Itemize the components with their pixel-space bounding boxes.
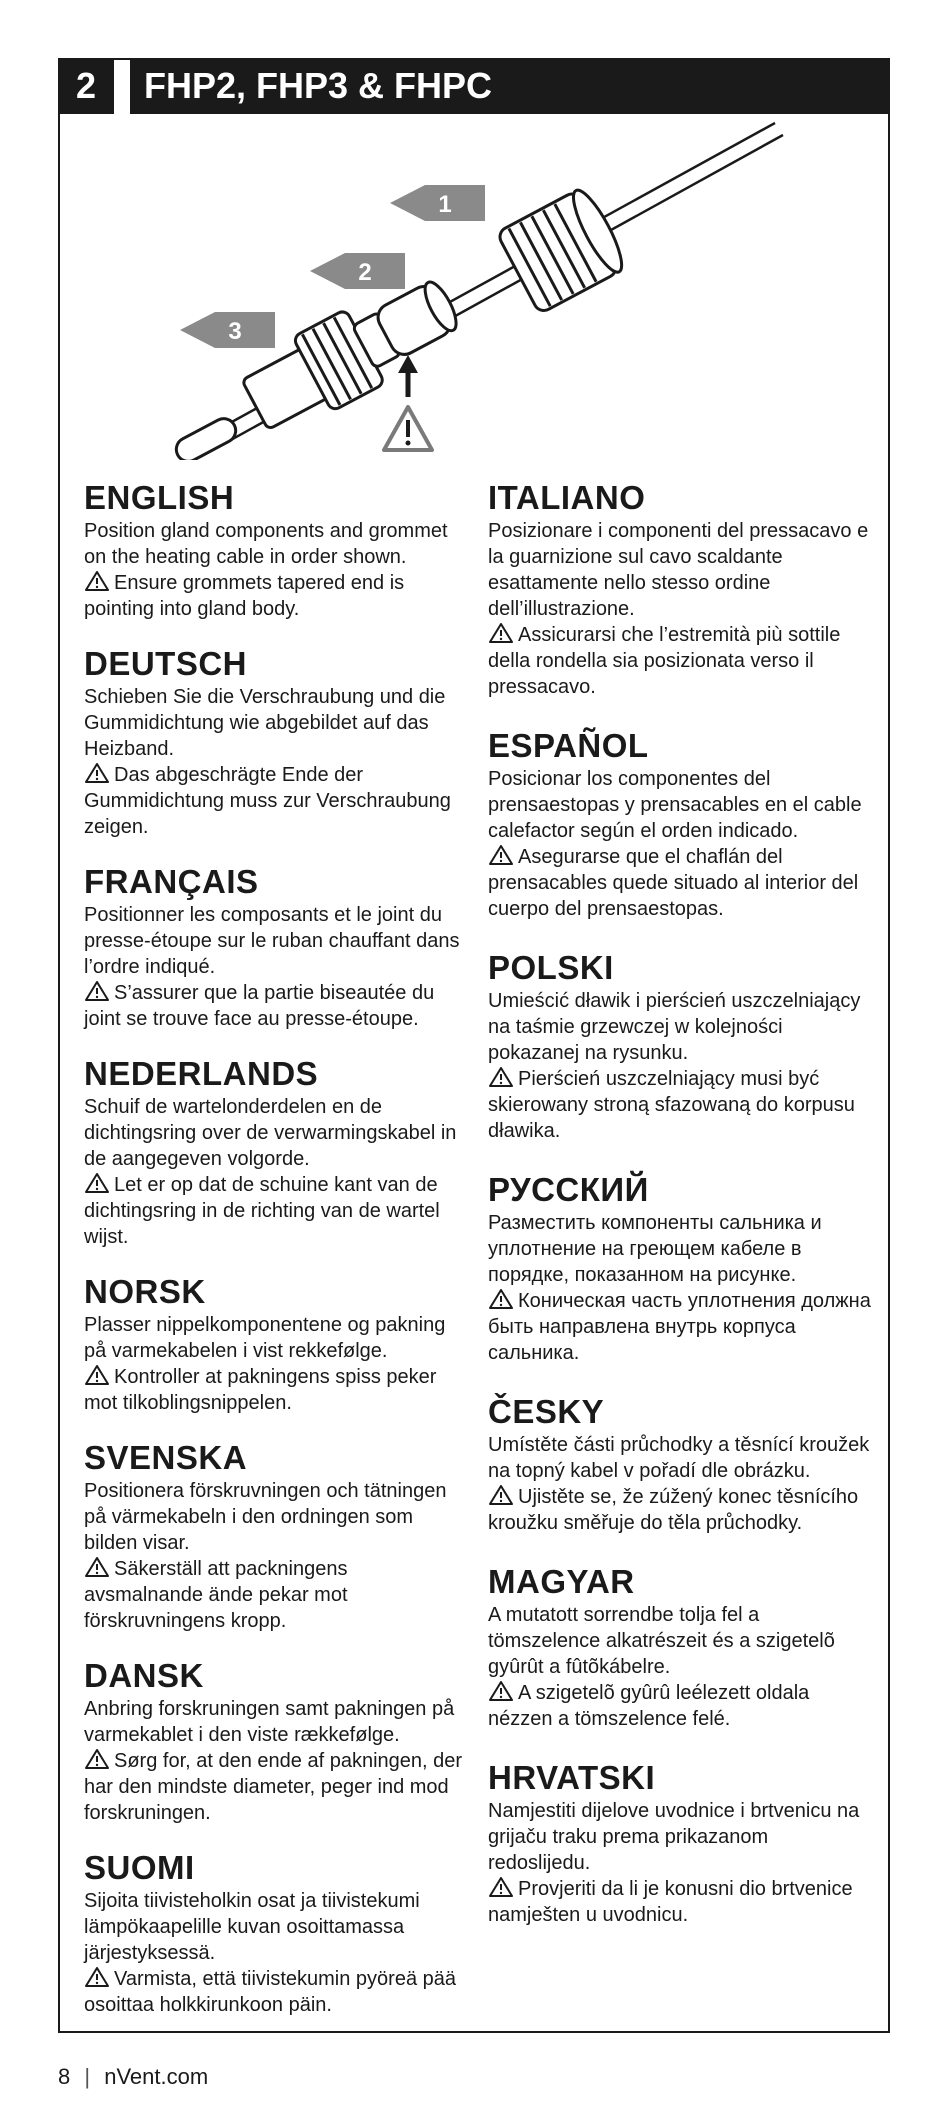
warning-icon — [488, 622, 514, 644]
section-russkiy — [488, 1170, 873, 1366]
step-1-label: 1 — [438, 191, 452, 218]
language-heading: MAGYAR — [488, 1563, 635, 1600]
warning-icon — [488, 1484, 514, 1506]
step-2-label: 2 — [358, 259, 372, 286]
instruction-text: Umístěte části průchodky a těsnící kroužek na topný kabel v pořadí dle obrázku. — [488, 1434, 870, 1482]
warning-note — [84, 1966, 469, 2018]
warning-icon — [84, 762, 110, 784]
language-heading: SUOMI — [84, 1849, 195, 1886]
section-number: 2 — [58, 58, 114, 114]
language-heading: ITALIANO — [488, 479, 646, 516]
warning-note — [488, 622, 873, 700]
instruction-text: A mutatott sorrendbe tolja fel a tömszelence alkatrészeit és a szigetelõ gyûrût a fûtõkábelre. — [488, 1604, 835, 1678]
section-norsk — [84, 1272, 469, 1416]
gland-assembly-illustration — [160, 115, 800, 460]
warning-note — [84, 980, 469, 1032]
right-column — [488, 478, 873, 1928]
cap-nut — [496, 185, 629, 314]
section-dansk — [84, 1656, 469, 1826]
warning-note — [84, 1172, 469, 1250]
step-arrow-3 — [180, 312, 275, 348]
warning-icon — [84, 1966, 110, 1988]
warning-text: Sørg for, at den ende af pakningen, der har den mindste diameter, peger ind mod forskruningen. — [84, 1750, 463, 1824]
warning-icon — [84, 1172, 110, 1194]
warning-note — [84, 762, 469, 840]
instruction-text: Umieścić dławik i pierścień uszczelniający na taśmie grzewczej w kolejności pokazanej na rysunku. — [488, 990, 861, 1064]
warning-text: Asegurarse que el chaflán del prensacables quede situado al interior del cuerpo del prensaestopas. — [488, 846, 859, 920]
warning-icon — [384, 407, 432, 450]
warning-text: A szigetelõ gyûrû leélezett oldala nézzen a tömszelence felé. — [488, 1682, 810, 1730]
language-heading: DANSK — [84, 1657, 204, 1694]
instruction-text: Plasser nippelkomponentene og pakning på varmekabelen i vist rekkefølge. — [84, 1314, 446, 1362]
language-heading: DEUTSCH — [84, 645, 248, 682]
section-nederlands — [84, 1054, 469, 1250]
warning-text: Ensure grommets tapered end is pointing into gland body. — [84, 572, 405, 620]
instruction-text: Posicionar los componentes del prensaestopas y prensacables en el cable calefactor según el orden indicado. — [488, 768, 862, 842]
warning-note — [84, 1364, 469, 1416]
language-heading: NEDERLANDS — [84, 1055, 319, 1092]
section-english — [84, 478, 469, 622]
section-polski — [488, 948, 873, 1144]
warning-icon — [84, 570, 110, 592]
instruction-text: Positionner les composants et le joint du presse-étoupe sur le ruban chauffant dans l’ordre indiqué. — [84, 904, 460, 978]
instruction-text: Schuif de wartelonderdelen en de dichtingsring over de verwarmingskabel in de aangegeven volgorde. — [84, 1096, 457, 1170]
left-column — [84, 478, 469, 2018]
warning-icon — [488, 1876, 514, 1898]
section-title: FHP2, FHP3 & FHPC — [130, 58, 890, 114]
section-francais — [84, 862, 469, 1032]
warning-icon — [488, 1288, 514, 1310]
language-heading: ČESKY — [488, 1393, 605, 1430]
instruction-text: Sijoita tiivisteholkin osat ja tiivistekumi lämpökaapelille kuvan osoittamassa järjestyksessä. — [84, 1890, 420, 1964]
warning-text: Коническая часть уплотнения должна быть направлена внутрь корпуса сальника. — [488, 1290, 871, 1364]
warning-text: Pierścień uszczelniający musi być skierowany stroną sfazowaną do korpusu dławika. — [488, 1068, 855, 1142]
language-heading: РУССКИЙ — [488, 1171, 649, 1208]
language-heading: FRANÇAIS — [84, 863, 259, 900]
step-arrow-2 — [310, 253, 405, 289]
warning-text: Kontroller at pakningens spiss peker mot tilkoblingsnippelen. — [84, 1366, 437, 1414]
language-heading: HRVATSKI — [488, 1759, 656, 1796]
section-suomi — [84, 1848, 469, 2018]
warning-icon — [488, 1680, 514, 1702]
warning-icon — [84, 1556, 110, 1578]
section-italiano — [488, 478, 873, 700]
up-arrow-icon — [398, 355, 418, 397]
section-svenska — [84, 1438, 469, 1634]
warning-text: S’assurer que la partie biseautée du joint se trouve face au presse-étoupe. — [84, 982, 435, 1030]
language-heading: POLSKI — [488, 949, 614, 986]
instruction-text: Positionera förskruvningen och tätningen på värmekabeln i den ordningen som bilden visar. — [84, 1480, 447, 1554]
instruction-text: Schieben Sie die Verschraubung und die Gummidichtung wie abgebildet auf das Heizband. — [84, 686, 446, 760]
page-footer — [58, 2064, 208, 2090]
warning-note — [488, 1288, 873, 1366]
warning-icon — [488, 1066, 514, 1088]
warning-text: Säkerställ att packningens avsmalnande ände pekar mot förskruvningens kropp. — [84, 1558, 348, 1632]
warning-note — [84, 1748, 469, 1826]
section-header — [58, 58, 890, 114]
instruction-text: Разместить компоненты сальника и уплотнение на греющем кабеле в порядке, показанном на рисунке. — [488, 1212, 822, 1286]
warning-note — [488, 1484, 873, 1536]
section-hrvatski — [488, 1758, 873, 1928]
instruction-text: Posizionare i componenti del pressacavo e la guarnizione sul cavo scaldante esattamente nello stesso ordine dell’illustrazione. — [488, 520, 869, 620]
footer-separator: | — [84, 2064, 91, 2089]
page-number: 8 — [58, 2064, 71, 2089]
warning-note — [488, 1876, 873, 1928]
warning-text: Assicurarsi che l’estremità più sottile della rondella sia posizionata verso il pressacavo. — [488, 624, 841, 698]
warning-note — [488, 844, 873, 922]
warning-note — [488, 1066, 873, 1144]
language-heading: NORSK — [84, 1273, 206, 1310]
section-deutsch — [84, 644, 469, 840]
warning-icon — [488, 844, 514, 866]
section-magyar — [488, 1562, 873, 1732]
warning-icon — [84, 1748, 110, 1770]
warning-text: Ujistěte se, že zúžený konec těsnícího kroužku směřuje do těla průchodky. — [488, 1486, 859, 1534]
warning-note — [84, 570, 469, 622]
warning-icon — [84, 1364, 110, 1386]
warning-text: Das abgeschrägte Ende der Gummidichtung muss zur Verschraubung zeigen. — [84, 764, 451, 838]
warning-note — [488, 1680, 873, 1732]
section-espanol — [488, 726, 873, 922]
language-heading: SVENSKA — [84, 1439, 248, 1476]
cable-end — [172, 414, 240, 460]
warning-icon — [84, 980, 110, 1002]
instruction-text: Namjestiti dijelove uvodnice i brtvenicu na grijaču traku prema prikazanom redoslijedu. — [488, 1800, 860, 1874]
warning-text: Let er op dat de schuine kant van de dichtingsring in de richting van de wartel wijst. — [84, 1174, 440, 1248]
instruction-text: Position gland components and grommet on the heating cable in order shown. — [84, 520, 448, 568]
warning-text: Varmista, että tiivistekumin pyöreä pää osoittaa holkkirunkoon päin. — [84, 1968, 457, 2016]
language-heading: ENGLISH — [84, 479, 235, 516]
footer-site: nVent.com — [104, 2064, 209, 2089]
warning-note — [84, 1556, 469, 1634]
instruction-text: Anbring forskruningen samt pakningen på varmekablet i den viste rækkefølge. — [84, 1698, 455, 1746]
step-arrow-1 — [390, 185, 485, 221]
warning-text: Provjeriti da li je konusni dio brtvenice namješten u uvodnicu. — [488, 1878, 853, 1926]
step-3-label: 3 — [228, 318, 242, 345]
section-cesky — [488, 1392, 873, 1536]
language-heading: ESPAÑOL — [488, 727, 649, 764]
